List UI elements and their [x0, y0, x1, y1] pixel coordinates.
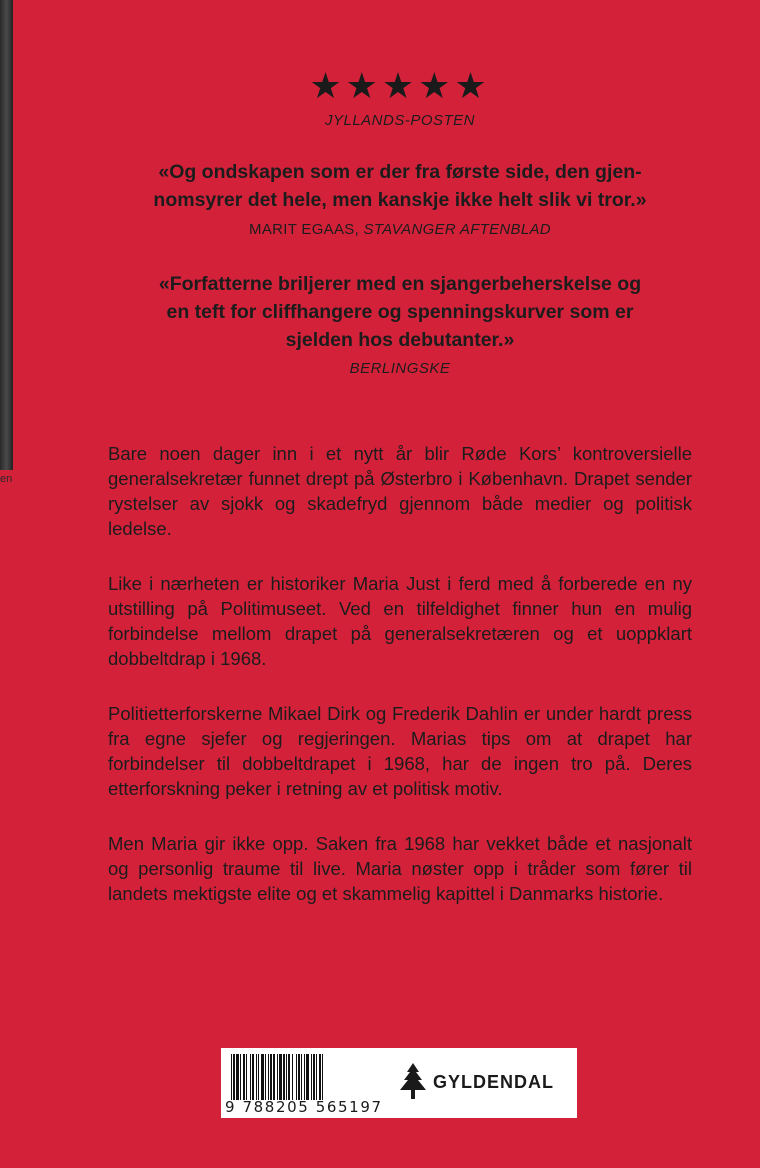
barcode-bar — [301, 1054, 302, 1100]
quote-line: «Og ondskapen som er der fra første side, den gjen- — [158, 161, 642, 183]
barcode-bar — [322, 1054, 323, 1100]
barcode-bar — [319, 1054, 321, 1100]
barcode-bar — [270, 1054, 272, 1100]
review-source-berlingske: BERLINGSKE — [349, 360, 451, 377]
barcode-bar — [279, 1054, 282, 1100]
barcode-bar — [288, 1054, 290, 1100]
barcode-bar — [261, 1054, 264, 1100]
attribution-name: MARIT EGAAS, — [249, 221, 364, 238]
blurb-paragraph: Politietterforskerne Mikael Dirk og Frederik Dahlin er under hardt press fra egne sjefer og regjeringen. Marias tips om at drapet har forbindelser til dobbeltdrapet i 1968, har de ingen tro på. Deres etterforskning peker i retning av et politisk motiv. — [108, 703, 692, 799]
quote-line: «Forfatterne briljerer med en sjangerbeherskelse og — [158, 273, 642, 295]
blurb-paragraph: Bare noen dager inn i et nytt år blir Røde Kors’ kontroversielle generalsekretær funnet drept på Østerbro i København. Drapet sender rystelser av sjokk og skadefryd gjennom både medier og politisk ledelse. — [108, 443, 692, 539]
front-cover-text-edge: en — [0, 473, 13, 485]
quote-line: nomsyrer det hele, men kanskje ikke helt slik vi tror.» — [153, 189, 647, 211]
review-attribution-2 — [0, 221, 760, 238]
barcode-bar — [286, 1054, 287, 1100]
review-quote-2 — [0, 158, 760, 214]
barcode-bar — [277, 1054, 278, 1100]
quote-line: en teft for cliffhangere og spenningskurver som er — [166, 301, 634, 323]
blurb — [108, 441, 692, 936]
barcode-bar — [304, 1054, 305, 1100]
barcode-bar — [236, 1054, 239, 1100]
isbn-barcode — [229, 1054, 393, 1100]
barcode-bar — [240, 1054, 241, 1100]
review-quote-3 — [0, 270, 760, 354]
barcode-bar — [313, 1054, 315, 1100]
pine-tree-icon — [399, 1063, 427, 1099]
review-source-jyllands-posten: JYLLANDS-POSTEN — [324, 112, 476, 129]
barcode-bar — [231, 1054, 232, 1100]
barcode-bar — [311, 1054, 312, 1100]
publisher-logo-text: GYLDENDAL — [433, 1072, 554, 1092]
barcode-bar — [246, 1054, 247, 1100]
barcode-bar — [243, 1054, 245, 1100]
barcode-bar — [296, 1054, 297, 1100]
blurb-paragraph: Like i nærheten er historiker Maria Just i ferd med å forberede en ny utstilling på Politimuseet. Ved en tilfeldighet finner hun en mulig forbindelse mellom drapet på generalsekretæren og et uoppklart dobbeltdrap i 1968. — [108, 573, 692, 669]
barcode-panel — [221, 1048, 577, 1118]
blurb-paragraph: Men Maria gir ikke opp. Saken fra 1968 har vekket både et nasjonalt og personlig traume til live. Maria nøster opp i tråder som fører til landets mektigste elite og et skammelig kapittel i Danmarks historie. — [108, 833, 692, 904]
barcode-bar — [250, 1054, 251, 1100]
barcode-bar — [265, 1054, 266, 1100]
quote-line: sjelden hos debutanter.» — [285, 329, 515, 351]
barcode-bar — [298, 1054, 300, 1100]
barcode-bar — [258, 1054, 259, 1100]
barcode-bar — [268, 1054, 269, 1100]
star-rating: ★★★★★ — [309, 65, 491, 106]
attribution-paper: STAVANGER AFTENBLAD — [363, 221, 551, 238]
barcode-bar — [233, 1054, 235, 1100]
barcode-bar — [316, 1054, 317, 1100]
barcode-bar — [252, 1054, 254, 1100]
barcode-bar — [256, 1054, 257, 1100]
barcode-bar — [292, 1054, 293, 1100]
barcode-bar — [273, 1054, 275, 1100]
barcode-bar — [283, 1054, 285, 1100]
isbn-number: 9 788205 565197 — [225, 1098, 383, 1116]
barcode-bar — [306, 1054, 309, 1100]
